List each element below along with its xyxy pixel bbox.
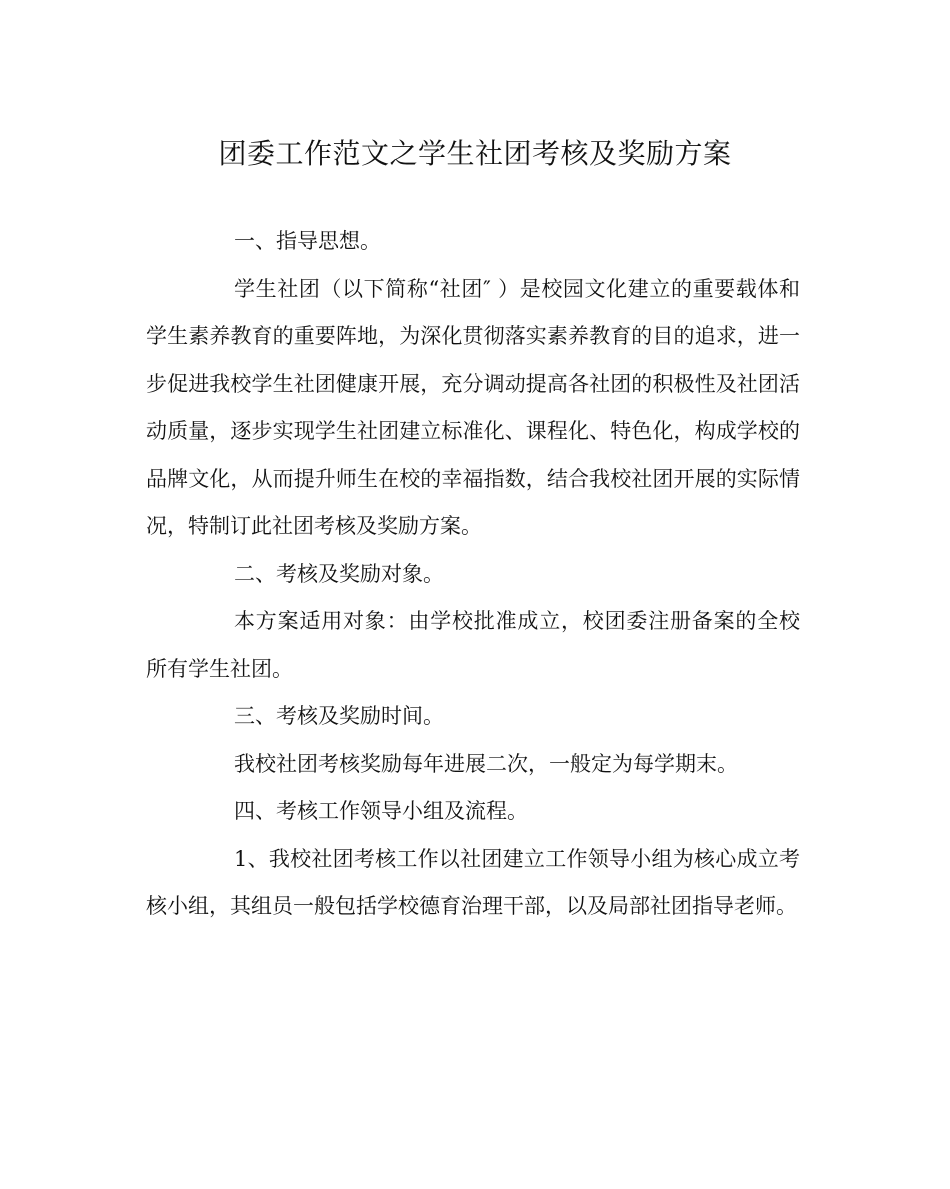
document-title: 团委工作范文之学生社团考核及奖励方案 <box>218 137 732 170</box>
document-body <box>146 218 800 931</box>
section-heading-assessment-time: 三、考核及奖励时间。 <box>234 704 444 728</box>
section-heading-guiding-ideology: 一、指导思想。 <box>234 229 381 253</box>
section-heading-leading-group: 四、考核工作领导小组及流程。 <box>234 799 528 823</box>
section-heading-assessment-targets: 二、考核及奖励对象。 <box>234 561 444 586</box>
paragraph-assessment-time: 我校社团考核奖励每年进展二次，一般定为每学期末。 <box>234 751 738 776</box>
paragraph-applicable-targets: 本方案适用对象：由学校批准成立，校团委注册备案的全校所有学生社团。 <box>146 609 800 681</box>
paragraph-leading-group: 1、我校社团考核工作以社团建立工作领导小组为核心成立考核小组，其组员一般包括学校德育治理干部，以及局部社团指导老师。 <box>146 846 800 918</box>
paragraph-introduction: 学生社团（以下简称“社团″ ）是校园文化建立的重要载体和学生素养教育的重要阵地，为深化贯彻落实素养教育的目的追求，进一步促进我校学生社团健康开展，充分调动提高各社团的积极性及社团活动质量，逐步实现学生社团建立标准化、课程化、特色化，构成学校的品牌文化，从而提升师生在校的幸福指数，结合我校社团开展的实际情况，特制订此社团考核及奖励方案。 <box>146 276 800 538</box>
